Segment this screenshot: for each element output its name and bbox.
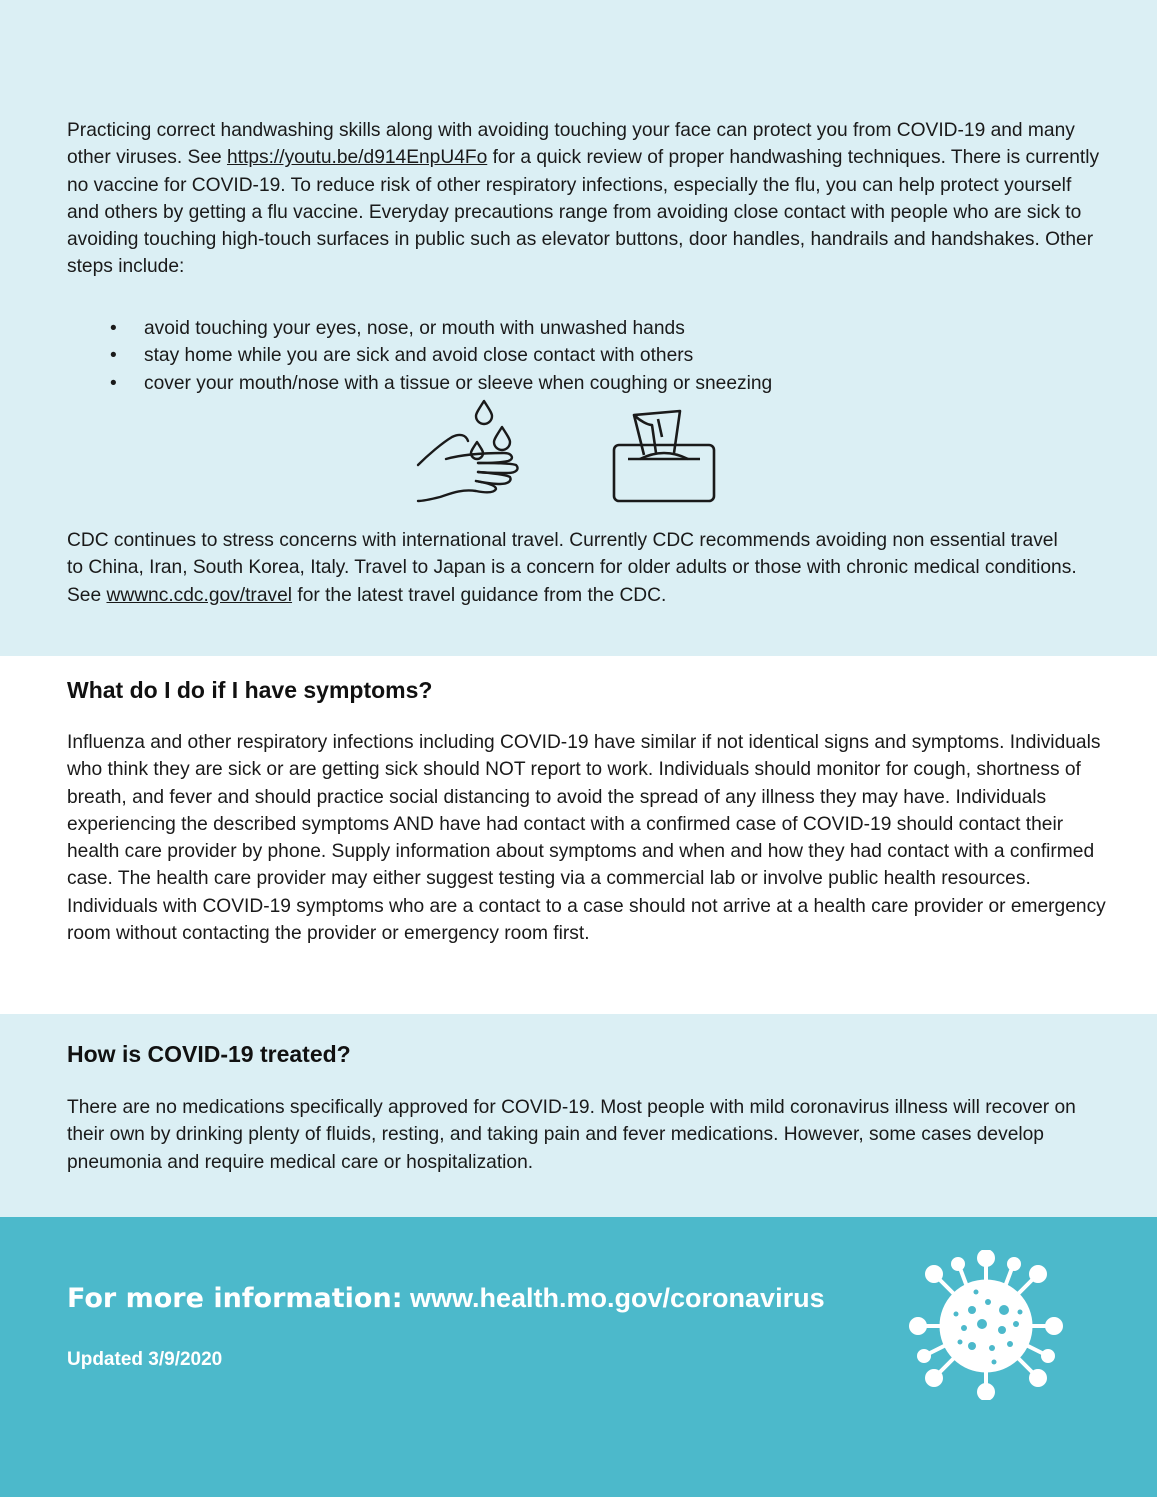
prevention-paragraph (67, 117, 1107, 281)
cdc-travel-link[interactable]: wwwnc.cdc.gov/travel (106, 584, 293, 606)
list-item: • stay home while you are sick and avoid close contact with others (110, 342, 772, 369)
travel-paragraph (67, 527, 1077, 609)
treatment-paragraph: There are no medications specifically approved for COVID-19. Most people with mild coronavirus illness will recover on their own by drinking plenty of fluids, resting, and taking pain and fever medications. However, some cases develop pneumonia and require medical care or hospitalization. (67, 1097, 1076, 1173)
treatment-heading: How is COVID-19 treated? (67, 1041, 351, 1067)
handwashing-video-link[interactable]: https://youtu.be/d914EnpU4Fo (226, 147, 488, 169)
more-info-label: For more information: (67, 1283, 403, 1314)
travel-text-2: for the latest travel guidance from the CDC. (292, 584, 667, 606)
tissue-box-icon (614, 411, 714, 501)
travel-text-1: CDC continues to stress concerns with international travel. Currently CDC recommends avoiding non essential travel to China, Iran, South Korea, Italy. Travel to Japan is a concern for older adults or those with chronic medical conditions. See (67, 530, 1077, 606)
prevention-text-1: Practicing correct handwashing skills along with avoiding touching your face can protect you from COVID-19 and many other viruses. See (67, 120, 1075, 169)
symptoms-paragraph: Influenza and other respiratory infections including COVID-19 have similar if not identical signs and symptoms. Individuals who think they are sick or are getting sick should NOT report to work. Individuals should monitor for cough, shortness of breath, and fever and should practice social distancing to avoid the spread of any illness they may have. Individuals experiencing the described symptoms AND have had contact with a confirmed case of COVID-19 should contact their health care provider by phone. Supply information about symptoms and when and how they had contact with a confirmed case. The health care provider may either suggest testing via a commercial lab or involve public health resources. Individuals with COVID-19 symptoms who are a contact to a case should not arrive at a health care provider or emergency room without contacting the provider or emergency room first. (67, 732, 1106, 945)
virus-icon (906, 1250, 1066, 1400)
list-item: • avoid touching your eyes, nose, or mouth with unwashed hands (110, 315, 772, 342)
updated-date: Updated 3/9/2020 (67, 1349, 223, 1370)
prevention-steps-list (110, 315, 772, 397)
more-info-url[interactable]: www.health.mo.gov/coronavirus (410, 1283, 825, 1313)
handwashing-icon (418, 401, 518, 501)
prevention-icons (412, 397, 722, 507)
list-item: • cover your mouth/nose with a tissue or sleeve when coughing or sneezing (110, 370, 772, 397)
symptoms-heading: What do I do if I have symptoms? (67, 677, 433, 703)
more-info-line (67, 1285, 825, 1312)
prevention-text-2: for a quick review of proper handwashing techniques. There is currently no vaccine for COVID-19. To reduce risk of other respiratory infections, especially the flu, you can help protect yourself and others by getting a flu vaccine. Everyday precautions range from avoiding close contact with people who are sick to avoiding touching high-touch surfaces in public such as elevator buttons, door handles, handrails and handshakes. Other steps include: (67, 147, 1100, 278)
